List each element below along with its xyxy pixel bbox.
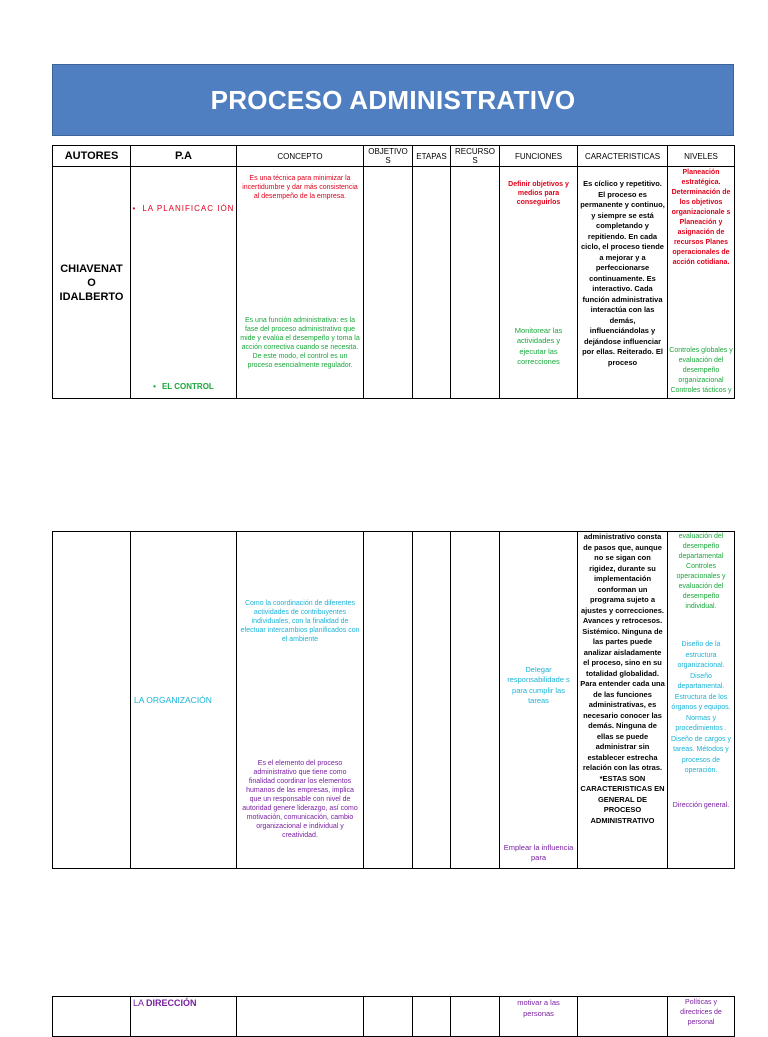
recursos-cell (451, 997, 500, 1037)
etapas-cell (413, 532, 451, 869)
pa-direccion-prefix: LA (133, 998, 147, 1008)
concepto-planificacion: Es una técnica para minimizar la incertidumbre y dar más consistencia al desempeño de la empresa. (242, 174, 358, 200)
title-banner (52, 64, 734, 136)
header-concepto: CONCEPTO (237, 146, 364, 167)
caracteristicas-cell (578, 997, 668, 1037)
header-funciones: FUNCIONES (500, 146, 578, 167)
pa-cell (131, 167, 237, 399)
process-table-page-2 (52, 531, 735, 869)
recursos-cell (451, 532, 500, 869)
concepto-organizacion: Como la coordinación de diferentes actividades de contribuyentes individuales, con la finalidad de efectuar intercambios planificados con el ambiente (240, 599, 360, 643)
table-row (53, 997, 735, 1037)
author-cell: CHIAVENAT O IDALBERTO (53, 167, 131, 399)
header-caracteristicas: CARACTERISTICAS (578, 146, 668, 167)
header-objetivos: OBJETIVO S (364, 146, 413, 167)
niveles-organizacion: Diseño de la estructura organizacional. Diseño departamental. Estructura de los órganos y equipos. Normas y procedimientos . Diseño de cargos y tareas. Métodos y procesos de operación. (671, 641, 731, 774)
pa-organizacion: LA ORGANIZACIÓN (131, 532, 237, 869)
header-niveles: NIVELES (668, 146, 735, 167)
pa-direccion (131, 997, 237, 1037)
objetivos-cell (364, 532, 413, 869)
concepto-cell (237, 997, 364, 1037)
caracteristicas-cell: administrativo consta de pasos que, aunque no se sigan con rigidez, durante su implementación conforman un programa sujeto a ajustes y correcciones. Avances y retrocesos. Sistémico. Ninguna de las partes puede analizar aisladamente el proceso, sino en su totalidad globalidad. Para entender cada una de las funciones administrativas, es necesario conocer las demás. Ninguna de ellas se puede administrar sin establecer estrecha relación con las otras. *ESTAS SON CARACTERISTICAS EN GENERAL DE PROCESO ADMINISTRATIVO (578, 532, 668, 869)
pa-planificacion: LA PLANIFICAC IÓN (142, 203, 235, 213)
table-row (53, 167, 735, 399)
process-table-page-3 (52, 996, 735, 1037)
etapas-cell (413, 997, 451, 1037)
bullet-icon (153, 382, 162, 391)
author-cell (53, 997, 131, 1037)
concepto-cell (237, 167, 364, 399)
niveles-cell (668, 167, 735, 399)
header-row (53, 146, 735, 167)
header-recursos: RECURSO S (451, 146, 500, 167)
funciones-cell (500, 532, 578, 869)
niveles-direccion: Políticas y directrices de personal (668, 997, 735, 1037)
concepto-direccion: Es el elemento del proceso administrativo que tiene como finalidad coordinar los elementos humanos de las empresas, implica que un responsable con nivel de autoridad genere liderazgo, así como motivación, comunicación, cambio organizacional e individual y creatividad. (242, 759, 358, 839)
page-title: PROCESO ADMINISTRATIVO (210, 84, 576, 115)
niveles-control: evaluación del desempeño departamental Controles operacionales y evaluación del desempeño individual. (676, 533, 726, 610)
funcion-planificacion: Definir objetivos y medios para conseguirlos (508, 180, 569, 206)
process-table-page-1 (52, 145, 735, 399)
pa-control: EL CONTROL (161, 382, 214, 391)
objetivos-cell (364, 167, 413, 399)
funcion-organizacion: Delegar responsabilidade s para cumplir las tareas (507, 664, 570, 705)
caracteristicas-cell: Es cíclico y repetitivo. El proceso es permanente y continuo, y siempre se está completando y repitiendo. En cada ciclo, el proceso tiende a mejorar y a perfeccionarse continuamente. Es interactivo. Cada función administrativa interactúa con las demás, influenciándolas y dejándose influenciar por ellas. Reiterado. El proceso (578, 167, 668, 399)
funciones-cell (500, 167, 578, 399)
objetivos-cell (364, 997, 413, 1037)
funcion-direccion: motivar a las personas (500, 997, 578, 1037)
niveles-control: Controles globales y evaluación del desempeño organizacional Controles tácticos y (669, 346, 733, 394)
pa-direccion-main: DIRECCIÓN (146, 998, 197, 1008)
concepto-cell (237, 532, 364, 869)
author-cell (53, 532, 131, 869)
funcion-direccion: Emplear la influencia para (503, 842, 574, 862)
recursos-cell (451, 167, 500, 399)
etapas-cell (413, 167, 451, 399)
bullet-icon (133, 204, 143, 213)
niveles-direccion: Dirección general. (672, 801, 730, 809)
niveles-cell (668, 532, 735, 869)
header-autores: AUTORES (53, 146, 131, 167)
concepto-control: Es una función administrativa: es la fase del proceso administrativo que mide y evalúa el desempeño y toma la acción correctiva cuando se necesita. De este modo, el control es un proceso esencialmente regulador. (240, 316, 360, 369)
niveles-planificacion: Planeación estratégica. Determinación de los objetivos organizacionale s Planeación y asignación de recursos Planes operacionales de acción cotidiana. (671, 168, 731, 266)
header-pa: P.A (131, 146, 237, 167)
funcion-control: Monitorear las actividades y ejecutar las correcciones (514, 325, 563, 366)
header-etapas: ETAPAS (413, 146, 451, 167)
table-row (53, 532, 735, 869)
